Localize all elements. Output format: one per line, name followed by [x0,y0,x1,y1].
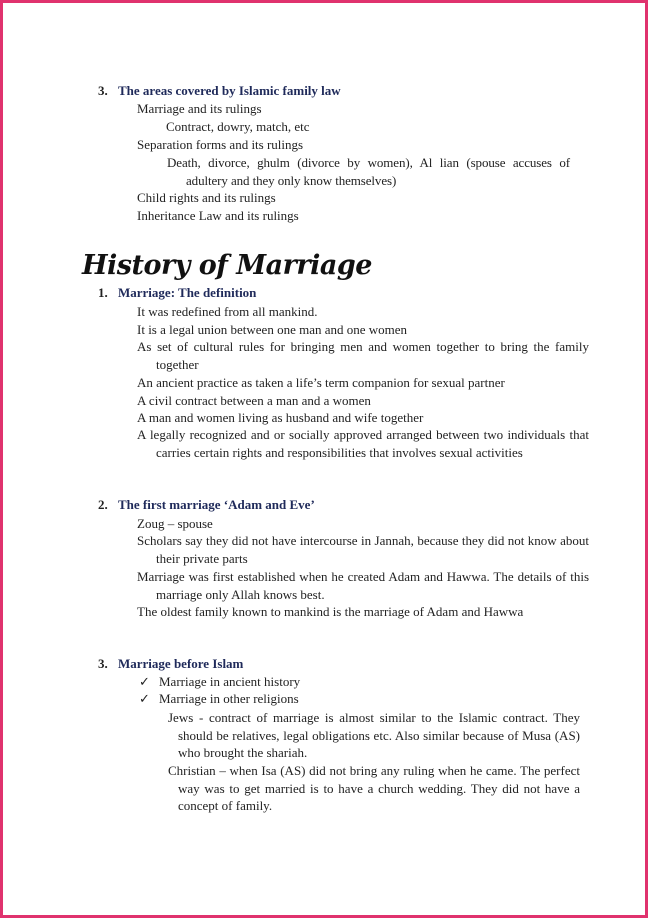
list-item: As set of cultural rules for bringing men and women together to bring the family together [137,339,589,372]
section-number: 3. [98,656,108,671]
list-item: A civil contract between a man and a women [137,393,371,408]
list-item: Christian – when Isa (AS) did not bring any ruling when he came. The perfect way was to get married is to have a church wedding. They did not have a concept of family. [168,763,580,813]
list-item: It is a legal union between one man and one women [137,322,408,337]
section-definition-heading [98,285,256,301]
list-item: Contract, dowry, match, etc [166,119,310,134]
check-icon: ✓ [139,691,150,706]
list-item: An ancient practice as taken a life’s term companion for sexual partner [137,375,505,390]
page-title: History of Marriage [82,250,372,281]
list-item: It was redefined from all mankind. [137,304,318,319]
section-areas-heading [98,83,341,99]
section-heading-text: The first marriage ‘Adam and Eve’ [118,497,315,512]
list-item: Scholars say they did not have intercourse in Jannah, because they did not know about their private parts [137,533,589,566]
list-item: Separation forms and its rulings [137,137,304,152]
section-heading-text: Marriage: The definition [118,285,257,300]
checklist-label: Marriage in ancient history [159,674,301,689]
check-icon: ✓ [139,674,150,689]
list-item: Child rights and its rulings [137,190,276,205]
list-item: Zoug – spouse [137,516,213,531]
list-item: Marriage was first established when he created Adam and Hawwa. The details of this marriage only Allah knows best. [137,569,589,602]
section-heading-text: The areas covered by Islamic family law [118,83,341,98]
section-number: 1. [98,285,108,300]
list-item: A legally recognized and or socially approved arranged between two individuals that carries certain rights and responsibilities that involves sexual activities [137,427,589,460]
list-item: Inheritance Law and its rulings [137,208,299,223]
list-item: A man and women living as husband and wife together [137,410,424,425]
checklist-item [139,673,300,690]
section-number: 3. [98,83,108,98]
list-item: The oldest family known to mankind is the marriage of Adam and Hawwa [137,604,524,619]
list-item: Jews - contract of marriage is almost similar to the Islamic contract. They should be relatives, legal obligations etc. Also similar because of Musa (AS) who brought the shariah. [168,710,580,760]
checklist-item [139,690,299,707]
checklist-label: Marriage in other religions [159,691,299,706]
section-first-marriage-heading [98,497,315,513]
section-number: 2. [98,497,108,512]
section-heading-text: Marriage before Islam [118,656,244,671]
section-before-islam-heading [98,656,243,672]
list-item: Death, divorce, ghulm (divorce by women), Al lian (spouse accuses of adultery and they only know themselves) [167,155,570,188]
list-item: Marriage and its rulings [137,101,262,116]
